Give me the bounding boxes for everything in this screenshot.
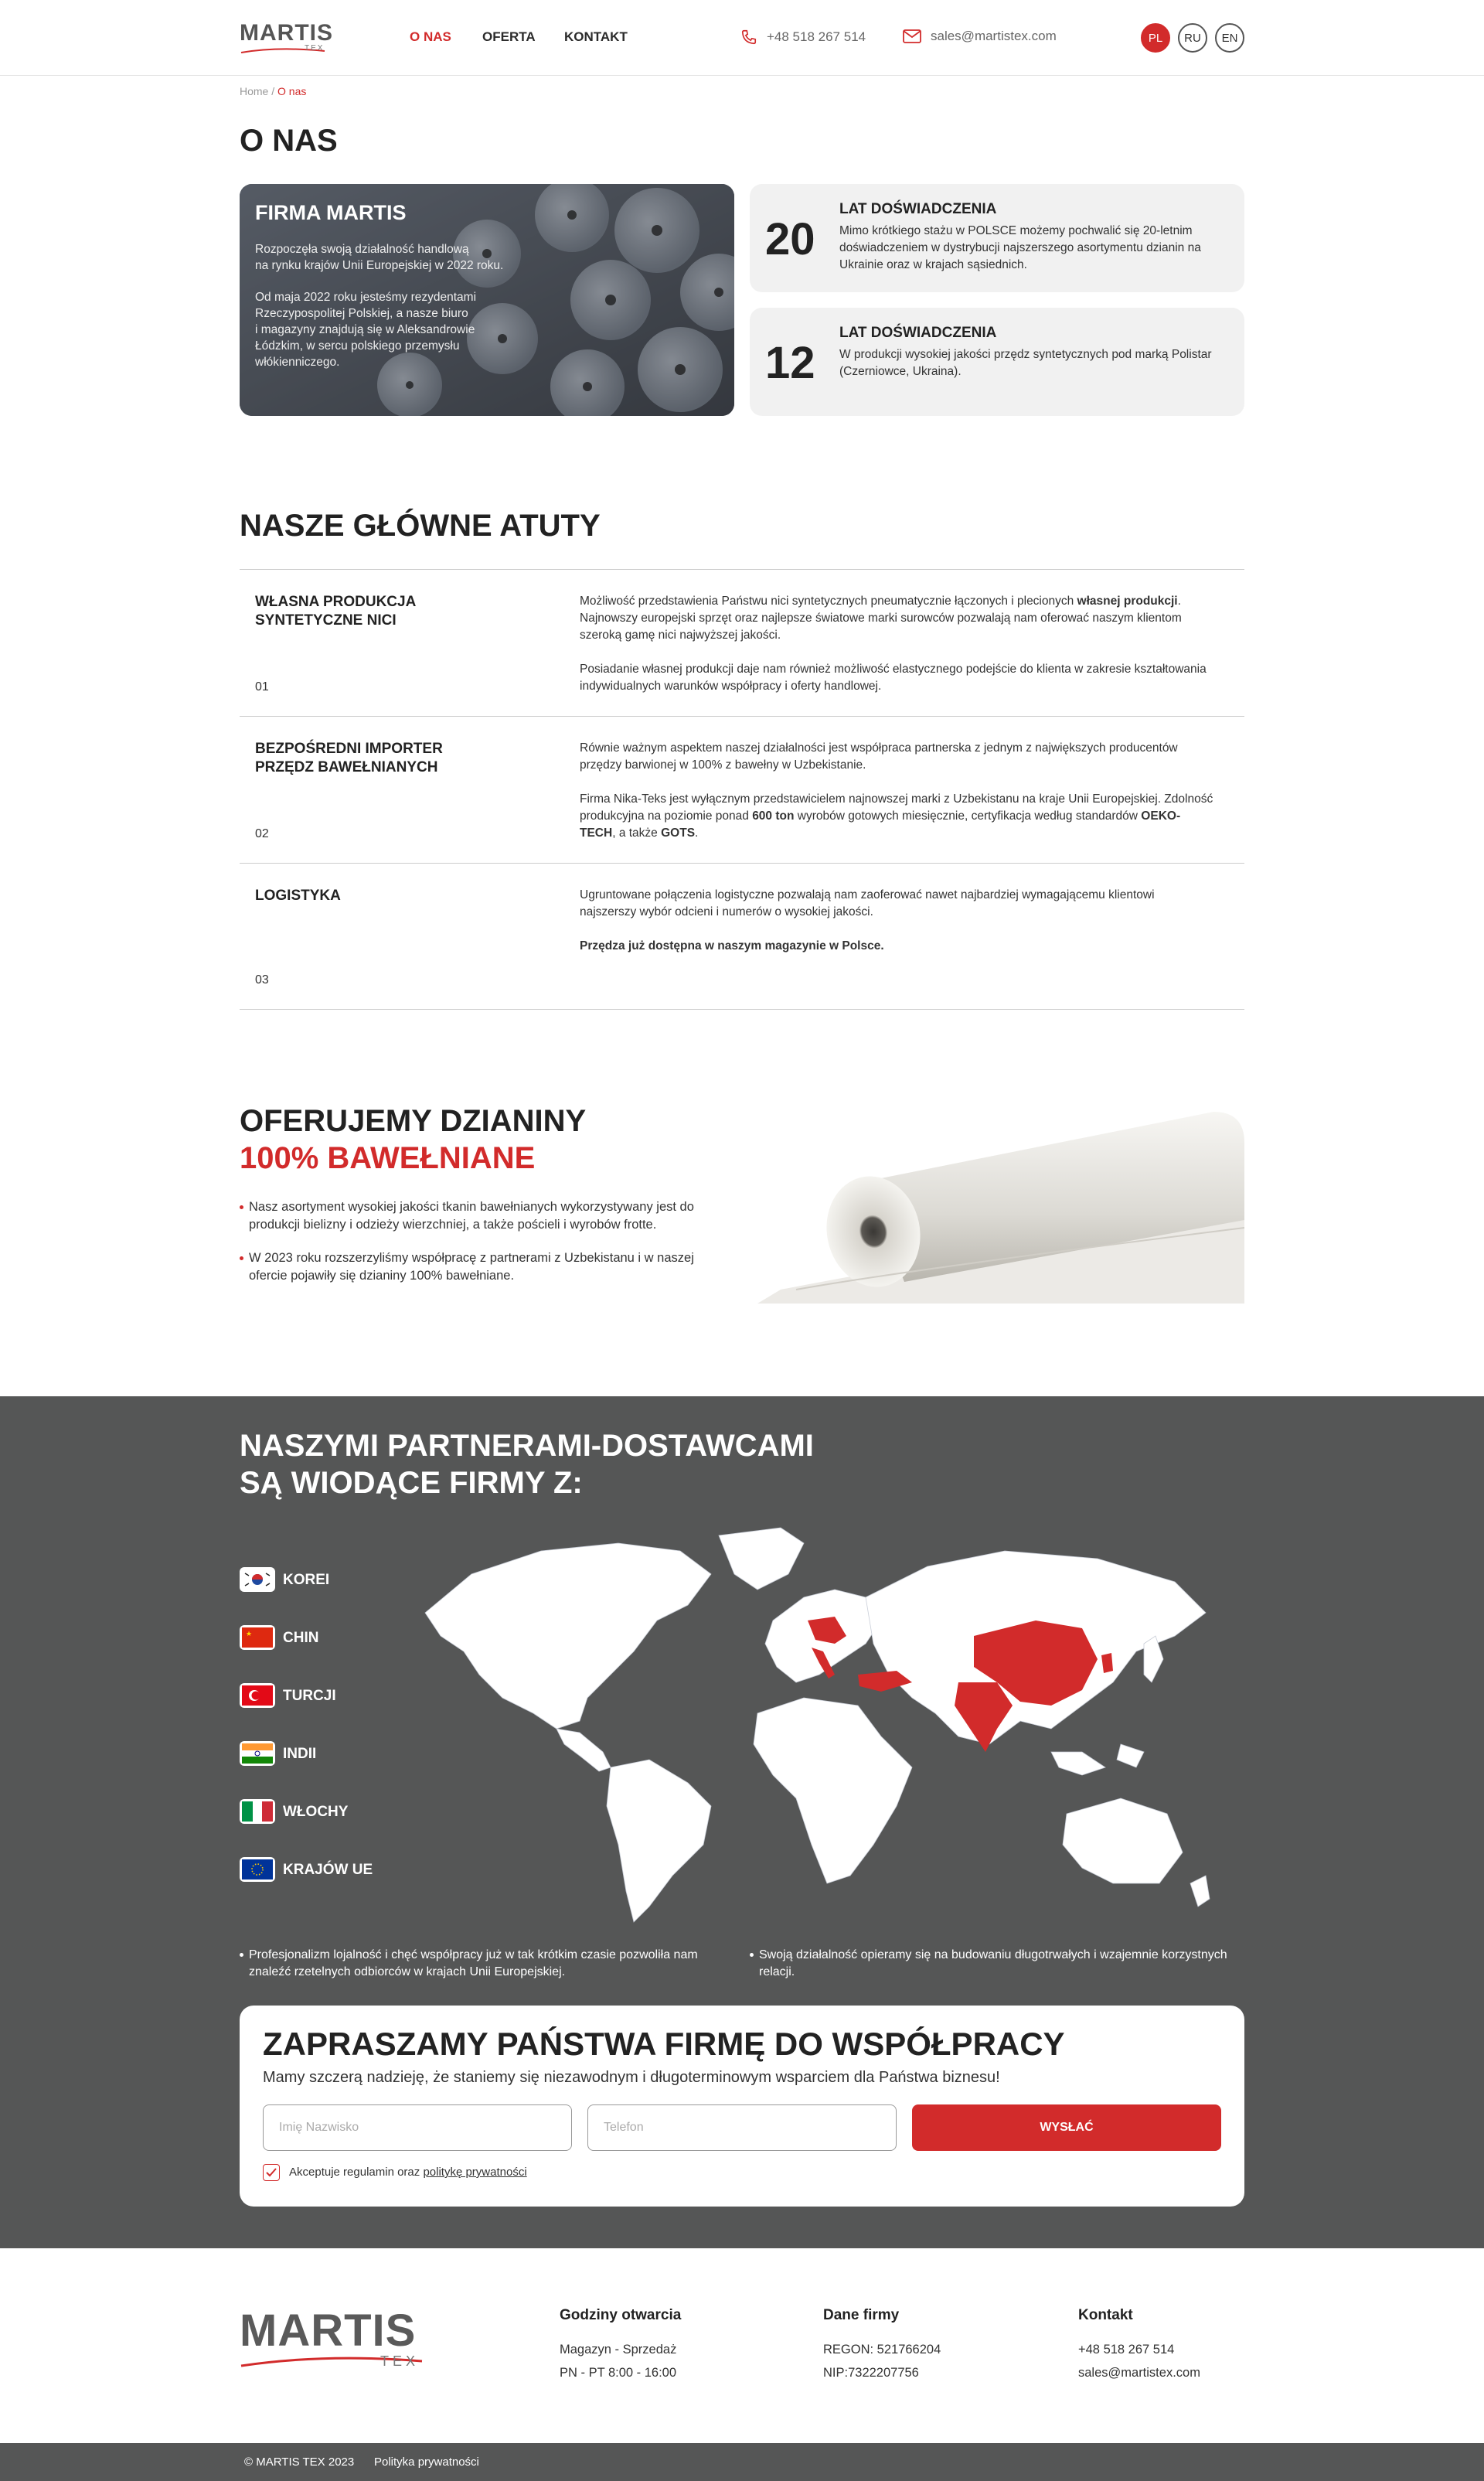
- experience-number: 12: [765, 338, 815, 388]
- atut-row-1: [240, 569, 1244, 716]
- contact-form: [240, 2006, 1244, 2207]
- footer-logo[interactable]: [240, 2305, 420, 2369]
- partners-title: [240, 1427, 814, 1501]
- atut2-p2-f: GOTS: [661, 826, 696, 840]
- footer-hours-line-2: PN - PT 8:00 - 16:00: [560, 2366, 677, 2380]
- oferujemy-title-1: OFERUJEMY DZIANINY: [240, 1104, 587, 1138]
- turkey-flag-icon: [240, 1683, 275, 1708]
- oferujemy-heading: [240, 1102, 586, 1177]
- atut-title: WŁASNA PRODUKCJA SYNTETYCZNE NICI: [255, 594, 416, 629]
- lang-en[interactable]: EN: [1215, 23, 1244, 53]
- header-email-text: sales@martistex.com: [931, 29, 1057, 43]
- phone-icon: [740, 29, 757, 46]
- header-email[interactable]: [903, 29, 1057, 44]
- firma-p2-line-1: Od maja 2022 roku jesteśmy rezydentami: [255, 291, 477, 304]
- partners-note-2: Swoją działalność opieramy się na budowaniu długotrwałych i wzajemnie korzystnych relacji.: [750, 1947, 1244, 1981]
- china-flag-icon: [240, 1625, 275, 1650]
- checkmark-icon: [266, 2168, 277, 2177]
- copyright: © MARTIS TEX 2023: [244, 2455, 355, 2469]
- experience-card-1: [750, 184, 1244, 292]
- country-italy: WŁOCHY: [283, 1804, 349, 1820]
- experience-title: LAT DOŚWIADCZENIA: [839, 325, 997, 341]
- consent-text: Akceptuje regulamin oraz: [289, 2166, 424, 2179]
- atut-index: 01: [255, 680, 269, 694]
- consent-label: [289, 2166, 527, 2179]
- atut1-p2: Posiadanie własnej produkcji daje nam również możliwość elastycznego podejście do klienta w zakresie kształtowania indywidualnych warunków współpracy i oferty handlowej.: [580, 663, 1207, 693]
- name-input[interactable]: Imię Nazwisko: [263, 2104, 572, 2151]
- experience-text: Mimo krótkiego stażu w POLSCE możemy pochwalić się 20-letnim doświadczeniem w dystrybucji najszerszego asortymentu dzianin na Ukrainie oraz w krajach sąsiednich.: [839, 224, 1201, 271]
- footer-nip: NIP:7322207756: [823, 2366, 919, 2380]
- atut2-p2-a: Firma Nika-Teks jest wyłącznym przedstawicielem najnowszej marki z Uzbekistanu na kraje Unii Europejskiej. Zdolność produkcyjna na poziomie ponad: [580, 792, 1213, 823]
- atut-text: [580, 593, 1213, 712]
- atut-row-3: [240, 863, 1244, 1010]
- privacy-link[interactable]: Polityka prywatności: [374, 2455, 479, 2469]
- lang-pl[interactable]: PL: [1141, 23, 1170, 53]
- atut-text: [580, 887, 1213, 972]
- oferujemy-bullet-1: Nasz asortyment wysokiej jakości tkanin bawełnianych wykorzystywany jest do produkcji bielizny i odzieży wierzchniej, a także pościeli i wyrobów frotte.: [240, 1198, 727, 1234]
- country-china: CHIN: [283, 1630, 319, 1646]
- logo-text: MARTIS: [240, 20, 333, 46]
- firma-text-2: [255, 289, 564, 370]
- atut2-p2-g: .: [695, 826, 699, 840]
- world-map-image: [402, 1520, 1229, 1937]
- submit-button[interactable]: WYSŁAĆ: [912, 2104, 1221, 2151]
- experience-card-2: [750, 308, 1244, 416]
- italy-flag-icon: [240, 1799, 275, 1824]
- breadcrumb-current: O nas: [277, 85, 307, 97]
- breadcrumb: [240, 85, 306, 97]
- firma-p2-line-3: i magazyny znajdują się w Aleksandrowie: [255, 323, 475, 336]
- footer-hours-line-1: Magazyn - Sprzedaż: [560, 2343, 677, 2357]
- atut2-p2-d: OEKO-TECH: [580, 809, 1181, 840]
- nav-kontakt[interactable]: KONTAKT: [564, 29, 628, 44]
- footer-company-title: Dane firmy: [823, 2307, 900, 2323]
- country-turkey: TURCJI: [283, 1688, 336, 1704]
- experience-text: W produkcji wysokiej jakości przędz syntetycznych pod marką Polistar (Czerniowce, Ukraina).: [839, 348, 1212, 378]
- firma-title: FIRMA MARTIS: [255, 201, 407, 224]
- footer-phone[interactable]: +48 518 267 514: [1078, 2343, 1175, 2357]
- firma-card: [240, 184, 734, 416]
- footer-bottom-bar: [0, 2443, 1484, 2481]
- lang-ru[interactable]: RU: [1178, 23, 1207, 53]
- experience-title: LAT DOŚWIADCZENIA: [839, 201, 997, 217]
- oferujemy-title-2: 100% BAWEŁNIANE: [240, 1141, 536, 1175]
- partners-note-1: Profesjonalizm lojalność i chęć współpracy już w tak krótkim czasie pozwoliła nam znaleźć rzetelnych odbiorców w krajach Unii Europejskiej.: [240, 1947, 734, 1981]
- atut-title: LOGISTYKA: [255, 888, 341, 904]
- form-title: ZAPRASZAMY PAŃSTWA FIRMĘ DO WSPÓŁPRACY: [263, 2026, 1065, 2062]
- experience-number: 20: [765, 214, 815, 264]
- firma-text-1: [255, 241, 564, 274]
- firma-p2-line-5: włókienniczego.: [255, 356, 340, 369]
- partners-title-2: SĄ WIODĄCE FIRMY Z:: [240, 1466, 583, 1500]
- form-subtitle: Mamy szczerą nadzieję, że staniemy się niezawodnym i długoterminowym wsparciem dla Państwa biznesu!: [263, 2069, 1000, 2086]
- oferujemy-bullet-2: W 2023 roku rozszerzyliśmy współpracę z partnerami z Uzbekistanu i w naszej ofercie pojawiły się dzianiny 100% bawełniane.: [240, 1249, 727, 1285]
- nav-oferta[interactable]: OFERTA: [482, 29, 536, 44]
- mail-icon: [903, 29, 921, 43]
- atut-title: BEZPOŚREDNI IMPORTER PRZĘDZ BAWEŁNIANYCH: [255, 741, 443, 775]
- eu-flag-icon: [240, 1857, 275, 1882]
- svg-text:★: ★: [246, 1630, 253, 1638]
- footer-logo-text: MARTIS: [240, 2305, 417, 2356]
- country-korea: KOREI: [283, 1572, 330, 1588]
- atut3-p2: Przędza już dostępna w naszym magazynie w Polsce.: [580, 939, 884, 953]
- nav-o-nas[interactable]: O NAS: [410, 29, 451, 44]
- logo[interactable]: [240, 20, 333, 53]
- firma-p2-line-4: Łódzkim, w sercu polskiego przemysłu: [255, 339, 460, 353]
- breadcrumb-home[interactable]: Home: [240, 85, 269, 97]
- india-flag-icon: [240, 1741, 275, 1766]
- site-header: [0, 0, 1484, 76]
- atut2-p2-e: , a także: [612, 826, 662, 840]
- atut-row-2: [240, 716, 1244, 863]
- footer-logo-sub: TEX: [380, 2353, 420, 2369]
- atut2-p1: Równie ważnym aspektem naszej działalności jest współpraca partnerska z jednym z największych producentów przędzy barwionej w 100% z bawełny w Uzbekistanie.: [580, 741, 1178, 772]
- firma-p1-line-2: na rynku krajów Unii Europejskiej w 2022 roku.: [255, 259, 504, 272]
- country-india: INDII: [283, 1746, 317, 1762]
- partners-title-1: NASZYMI PARTNERAMI-DOSTAWCAMI: [240, 1429, 814, 1463]
- footer-email[interactable]: sales@martistex.com: [1078, 2366, 1200, 2380]
- header-phone[interactable]: [740, 29, 866, 46]
- atut1-p1-b: własnej produkcji: [1077, 595, 1178, 608]
- page-title: O NAS: [240, 124, 338, 158]
- atut2-p2-b: 600 ton: [752, 809, 795, 823]
- firma-p1-line-1: Rozpoczęła swoją działalność handlową: [255, 243, 469, 256]
- atuty-title: NASZE GŁÓWNE ATUTY: [240, 509, 601, 543]
- breadcrumb-sep: /: [271, 85, 275, 97]
- atut-text: [580, 740, 1213, 859]
- header-phone-text: +48 518 267 514: [767, 29, 866, 44]
- atut3-p1: Ugruntowane połączenia logistyczne pozwalają nam zaoferować nawet najbardziej wymagającemu klientowi najszerszy wybór odcieni i numerów o wysokiej jakości.: [580, 888, 1155, 918]
- atut-index: 03: [255, 973, 269, 987]
- atut1-p1-c: . Najnowszy europejski sprzęt oraz najlepsze światowe marki surowców pozwalają nam oferować naszym klientom szeroką gamę nici najwyższej jakości.: [580, 595, 1182, 642]
- phone-input[interactable]: Telefon: [587, 2104, 897, 2151]
- atut2-p2-c: wyrobów gotowych miesięcznie, certyfikacja według standardów: [794, 809, 1142, 823]
- atut1-p1-a: Możliwość przedstawienia Państwu nici syntetycznych pneumatycznie łączonych i plecionych: [580, 595, 1077, 608]
- firma-p2-line-2: Rzeczypospolitej Polskiej, a nasze biuro: [255, 307, 468, 320]
- footer-regon: REGON: 521766204: [823, 2343, 941, 2357]
- fabric-roll-image: [750, 1096, 1244, 1304]
- logo-sub: TEX: [305, 44, 325, 53]
- footer-hours-title: Godziny otwarcia: [560, 2307, 682, 2323]
- atut-index: 02: [255, 827, 269, 840]
- footer-contact-title: Kontakt: [1078, 2307, 1133, 2323]
- korea-flag-icon: [240, 1567, 275, 1592]
- country-eu: KRAJÓW UE: [283, 1862, 373, 1878]
- privacy-policy-link[interactable]: politykę prywatności: [423, 2166, 527, 2179]
- consent-checkbox[interactable]: [263, 2164, 280, 2181]
